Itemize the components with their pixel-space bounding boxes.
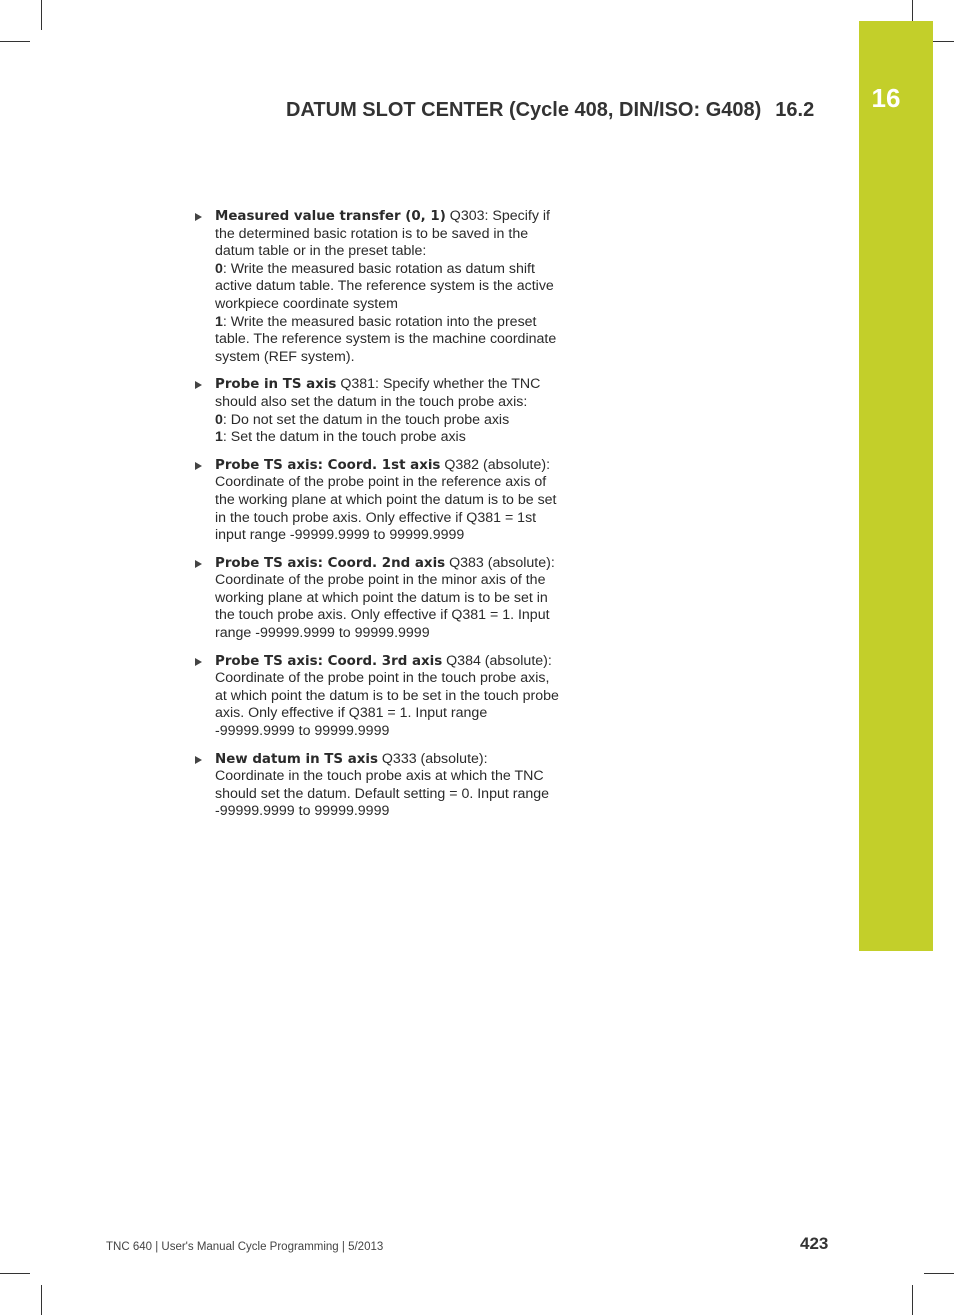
arrow-right-icon xyxy=(195,658,202,666)
param-description: Q333 (absolute): Coordinate in the touch probe axis at which the TNC should set the datum. Default setting = 0. Input range -99999.9999 to 99999.9999 xyxy=(215,750,550,820)
chapter-number: 16 xyxy=(871,83,901,113)
arrow-right-icon xyxy=(195,381,202,389)
list-item xyxy=(195,376,560,446)
param-description: Q382 (absolute): Coordinate of the probe point in the reference axis of the working plane at which point the datum is to be set in the touch probe axis. Only effective if Q381 = 1st input range -99999.9999 to 99999.9999 xyxy=(215,456,557,544)
parameter-list xyxy=(195,208,560,831)
param-name: Probe TS axis: Coord. 1st axis xyxy=(215,457,441,473)
list-item xyxy=(195,653,560,741)
chapter-tab xyxy=(859,21,933,951)
page-title: DATUM SLOT CENTER (Cycle 408, DIN/ISO: G408) xyxy=(286,99,762,121)
param-option xyxy=(215,314,560,367)
crop-mark xyxy=(0,41,30,42)
param-name: Probe TS axis: Coord. 3rd axis xyxy=(215,653,443,669)
option-text: : Write the measured basic rotation into the preset table. The reference system is the machine coordinate system (REF system). xyxy=(215,313,557,365)
list-item xyxy=(195,751,560,821)
arrow-right-icon xyxy=(195,756,202,764)
list-item xyxy=(195,457,560,545)
param-description: Q384 (absolute): Coordinate of the probe point in the touch probe axis, at which point the datum is to be set in the touch probe axis. Only effective if Q381 = 1. Input range -99999.9999 to 99999.9999 xyxy=(215,652,559,740)
param-description: Q303: Specify if the determined basic rotation is to be saved in the datum table or in the preset table: xyxy=(215,208,550,260)
param-name: New datum in TS axis xyxy=(215,751,378,767)
list-item xyxy=(195,208,560,366)
param-name: Measured value transfer (0, 1) xyxy=(215,209,446,224)
section-number: 16.2 xyxy=(775,99,815,121)
param-option xyxy=(215,412,560,430)
param-option xyxy=(215,261,560,314)
footer-text: TNC 640 | User's Manual Cycle Programming | 5/2013 xyxy=(106,1241,384,1253)
option-text: : Set the datum in the touch probe axis xyxy=(222,429,466,446)
list-item xyxy=(195,555,560,643)
arrow-right-icon xyxy=(195,462,202,470)
crop-mark xyxy=(0,1273,30,1274)
param-description: Q381: Specify whether the TNC should also set the datum in the touch probe axis: xyxy=(215,376,541,410)
option-text: : Do not set the datum in the touch probe axis xyxy=(222,411,510,428)
param-name: Probe in TS axis xyxy=(215,377,337,393)
option-key: 0 xyxy=(215,411,223,428)
crop-mark xyxy=(41,1285,42,1315)
crop-mark xyxy=(41,0,42,30)
option-key: 1 xyxy=(215,313,223,330)
option-key: 1 xyxy=(215,429,223,446)
option-key: 0 xyxy=(215,260,223,277)
param-option xyxy=(215,429,560,447)
page-number: 423 xyxy=(800,1234,829,1253)
arrow-right-icon xyxy=(195,560,202,568)
param-name: Probe TS axis: Coord. 2nd axis xyxy=(215,555,446,571)
running-head xyxy=(286,96,831,124)
crop-mark xyxy=(912,1285,913,1315)
arrow-right-icon xyxy=(195,213,202,221)
crop-mark xyxy=(924,1273,954,1274)
option-text: : Write the measured basic rotation as datum shift active datum table. The reference system is the active workpiece coordinate system xyxy=(215,260,554,312)
param-description: Q383 (absolute): Coordinate of the probe point in the minor axis of the working plane at which point the datum is to be set in the touch probe axis. Only effective if Q381 = 1. Input range -99999.9999 to 99999.9999 xyxy=(215,554,555,642)
